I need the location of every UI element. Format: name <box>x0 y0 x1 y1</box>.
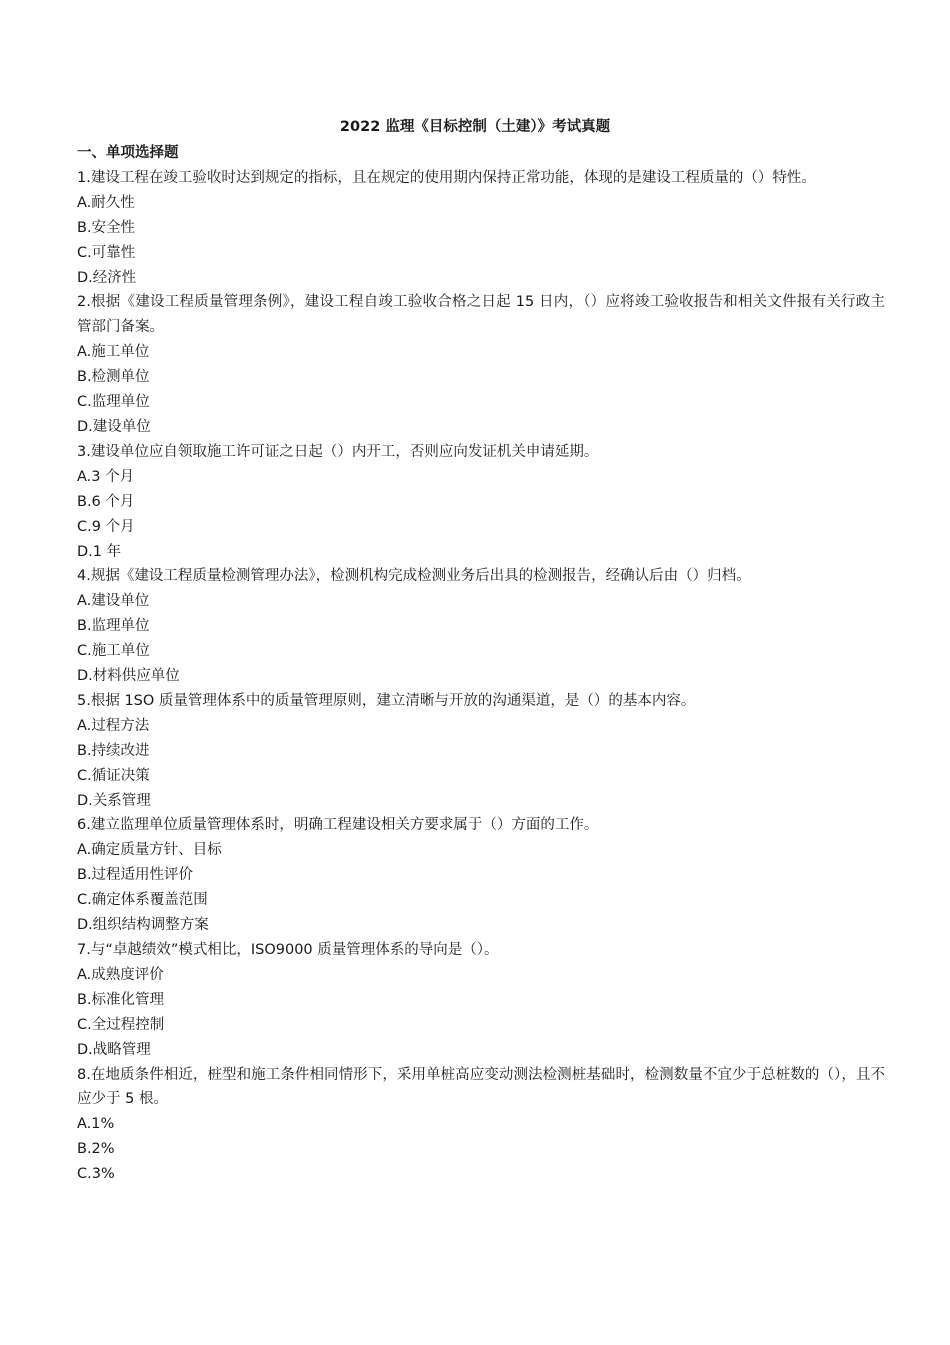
answer-option: B.标准化管理 <box>77 991 165 1008</box>
answer-option: A.3 个月 <box>77 468 135 485</box>
answer-option: A.施工单位 <box>77 344 150 361</box>
answer-option: B.过程适用性评价 <box>77 867 194 884</box>
answer-option: D.1 年 <box>77 543 122 560</box>
question-text: 8.在地质条件相近，桩型和施工条件相同情形下，采用单桩高应变动测法检测桩基础时，检测数量不宜少于总桩数的（），且不应少于 5 根。 <box>77 1066 885 1108</box>
answer-option: C.9 个月 <box>77 518 135 535</box>
answer-option: B.6 个月 <box>77 493 135 510</box>
question-block <box>77 290 885 439</box>
answer-option: C.确定体系覆盖范围 <box>77 892 208 909</box>
question-block <box>77 689 885 814</box>
answer-option: D.战略管理 <box>77 1041 151 1058</box>
answer-option: C.3% <box>77 1166 115 1183</box>
answer-option: B.2% <box>77 1141 115 1158</box>
answer-option: D.经济性 <box>77 269 137 286</box>
answer-option: B.监理单位 <box>77 618 150 635</box>
question-block <box>77 564 885 689</box>
answer-option: D.建设单位 <box>77 418 151 435</box>
question-text: 5.根据 1SO 质量管理体系中的质量管理原则，建立清晰与开放的沟通渠道，是（）的基本内容。 <box>77 692 696 709</box>
answer-option: C.监理单位 <box>77 394 150 411</box>
answer-option: B.安全性 <box>77 219 136 236</box>
answer-option: A.耐久性 <box>77 194 135 211</box>
document-title: 2022 监理《目标控制（土建）》考试真题 <box>339 119 611 135</box>
question-text: 3.建设单位应自领取施工许可证之日起（）内开工，否则应向发证机关申请延期。 <box>77 443 599 460</box>
answer-option: A.1% <box>77 1116 115 1133</box>
answer-option: C.施工单位 <box>77 643 150 660</box>
answer-option: D.关系管理 <box>77 792 151 809</box>
answer-option: B.持续改进 <box>77 742 150 759</box>
answer-option: C.全过程控制 <box>77 1016 165 1033</box>
answer-option: C.可靠性 <box>77 244 136 261</box>
answer-option: A.成熟度评价 <box>77 966 164 983</box>
answer-option: B.检测单位 <box>77 369 150 386</box>
question-text: 4.规据《建设工程质量检测管理办法》，检测机构完成检测业务后出具的检测报告，经确认后由（）归档。 <box>77 568 751 585</box>
question-block <box>77 813 885 938</box>
question-text: 6.建立监理单位质量管理体系时，明确工程建设相关方要求属于（）方面的工作。 <box>77 817 599 834</box>
answer-option: D.组织结构调整方案 <box>77 917 209 934</box>
question-text: 1.建设工程在竣工验收时达到规定的指标，且在规定的使用期内保持正常功能，体现的是建设工程质量的（）特性。 <box>77 169 816 186</box>
section-heading: 一、单项选择题 <box>77 145 179 161</box>
question-text: 2.根据《建设工程质量管理条例》，建设工程自竣工验收合格之日起 15 日内，（）应将竣工验收报告和相关文件报有关行政主管部门备案。 <box>77 294 885 336</box>
document-body <box>77 141 885 1187</box>
question-block <box>77 1063 885 1188</box>
answer-option: A.过程方法 <box>77 717 150 734</box>
question-block <box>77 938 885 1063</box>
answer-option: A.建设单位 <box>77 593 150 610</box>
question-text: 7.与“卓越绩效”模式相比，ISO9000 质量管理体系的导向是（）。 <box>77 942 499 958</box>
question-block <box>77 166 885 291</box>
answer-option: A.确定质量方针、目标 <box>77 842 222 859</box>
answer-option: D.材料供应单位 <box>77 668 180 685</box>
answer-option: C.循证决策 <box>77 767 150 784</box>
question-block <box>77 440 885 565</box>
